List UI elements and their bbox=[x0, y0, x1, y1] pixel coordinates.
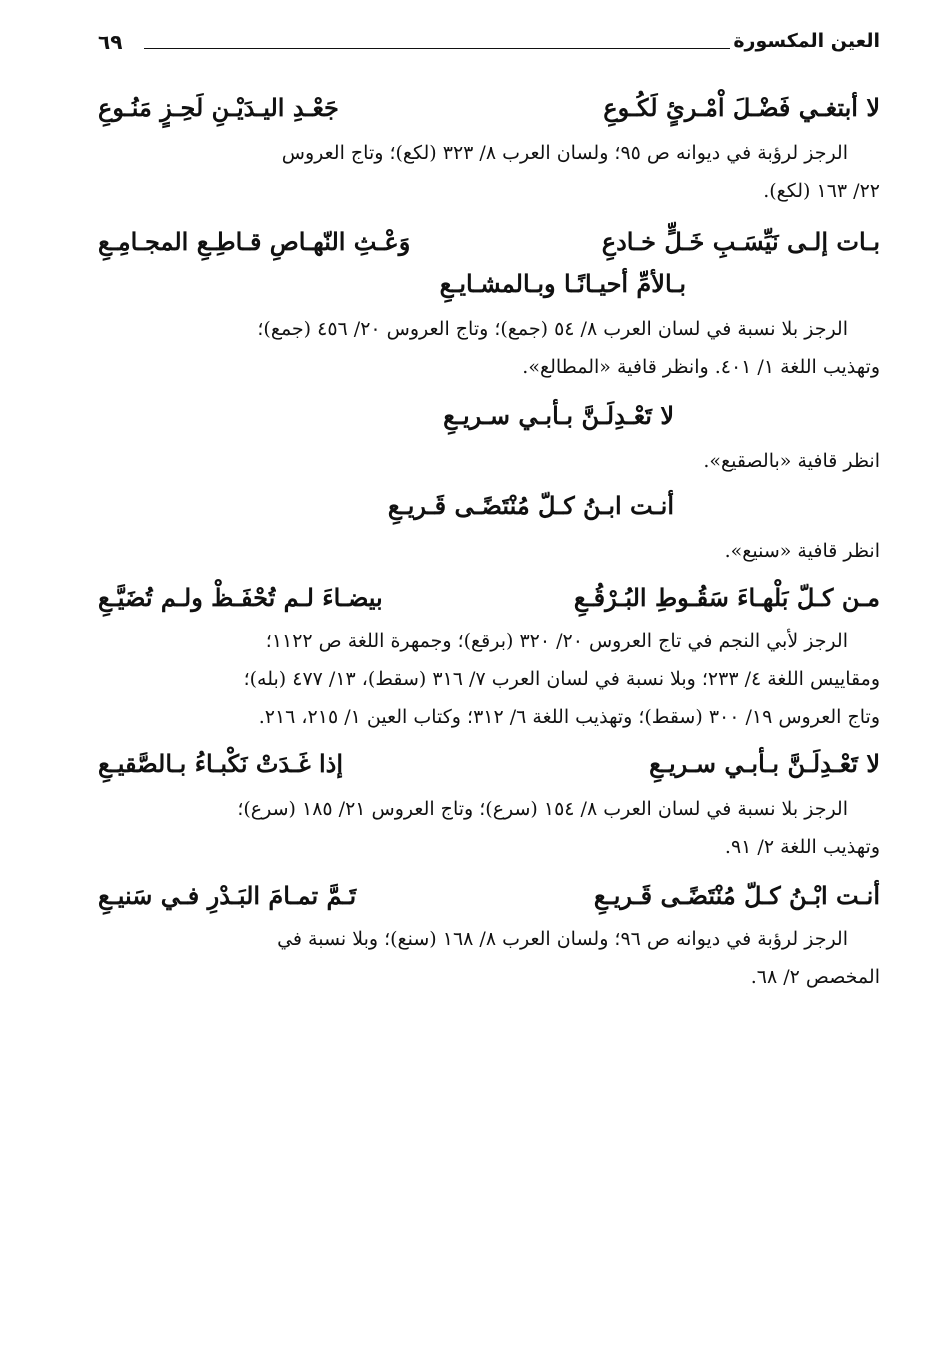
verse-5-first-hemistich: مـن كـلّ بَلْهـاءَ سَقُـوطِ البُـرْقُـعِ bbox=[573, 583, 880, 612]
verse-5-second-hemistich: بيضـاءَ لـم تُحْفَـظْ ولـم تُضَيَّـعِ bbox=[98, 583, 383, 612]
verse-7-first-hemistich: أنـت ابْـنُ كـلّ مُنْتَضًـى قَـريـعِ bbox=[593, 881, 880, 910]
note-5-line-2: ومقاييس اللغة ٤/ ٢٣٣؛ وبلا نسبة في لسان العرب ٧/ ٣١٦ (سقط)، ١٣/ ٤٧٧ (بله)؛ bbox=[243, 668, 880, 690]
verse-6 bbox=[98, 744, 880, 784]
verse-5 bbox=[98, 578, 880, 618]
note-5-line-1: الرجز لأبي النجم في تاج العروس ٢٠/ ٣٢٠ (برقع)؛ وجمهرة اللغة ص ١١٢٢؛ bbox=[265, 630, 848, 652]
verse-6-second-hemistich: إذا غَـدَتْ نَكْبـاءُ بـالصَّقيـعِ bbox=[98, 749, 344, 778]
note-2-line-2: وتهذيب اللغة ١/ ٤٠١. وانظر قافية «المطالع». bbox=[522, 356, 880, 378]
verse-1-first-hemistich: لا أبتغـي فَضْـلَ اْمْـرئٍ لَكُـوعِ bbox=[603, 93, 880, 122]
note-7-line-1: الرجز لرؤبة في ديوانه ص ٩٦؛ ولسان العرب ٨/ ١٦٨ (سنع)؛ وبلا نسبة في bbox=[277, 928, 848, 950]
note-6-line-2: وتهذيب اللغة ٢/ ٩١. bbox=[724, 836, 880, 858]
ref-3: انظر قافية «بالصقيع». bbox=[703, 450, 880, 472]
verse-1 bbox=[98, 88, 880, 128]
verse-4: أنـت ابـنُ كـلّ مُنْتَضًـى قَـريـعِ bbox=[387, 491, 674, 520]
verse-1-second-hemistich: جَعْـدِ اليـدَيْـنِ لَحِـزٍ مَنُـوعِ bbox=[98, 93, 339, 122]
note-2 bbox=[98, 310, 880, 386]
note-6 bbox=[98, 790, 880, 866]
verse-3: لا تَعْـدِلَـنَّ بـأبـي سـريـعِ bbox=[443, 401, 674, 430]
note-5 bbox=[98, 622, 880, 736]
verse-7 bbox=[98, 876, 880, 916]
verse-2 bbox=[98, 222, 880, 262]
note-1 bbox=[98, 134, 880, 210]
running-header bbox=[98, 30, 880, 70]
verse-2-continuation: بـالأمِّ أحيـانًـا وبـالمشـايـعِ bbox=[439, 269, 686, 298]
verse-7-second-hemistich: تَـمَّ تمـامَ البَـدْرِ فـي سَنيـعِ bbox=[98, 881, 357, 910]
note-5-line-3: وتاج العروس ١٩/ ٣٠٠ (سقط)؛ وتهذيب اللغة ٦/ ٣١٢؛ وكتاب العين ١/ ٢١٥، ٢١٦. bbox=[258, 706, 880, 728]
note-1-line-2: ٢٢/ ١٦٣ (لكع). bbox=[763, 180, 880, 202]
header-rule bbox=[144, 48, 730, 49]
verse-2-second-hemistich: وَعْـثِ النّهـاصِ قـاطِـعِ المجـامِـعِ bbox=[98, 227, 411, 256]
note-7 bbox=[98, 920, 880, 996]
note-1-line-1: الرجز لرؤبة في ديوانه ص ٩٥؛ ولسان العرب ٨/ ٣٢٣ (لكع)؛ وتاج العروس bbox=[281, 142, 848, 164]
chapter-title: العين المكسورة bbox=[733, 30, 880, 52]
verse-6-first-hemistich: لا تَعْـدِلَـنَّ بـأبـي سـريـعِ bbox=[649, 749, 880, 778]
page-number: ٦٩ bbox=[98, 30, 123, 54]
note-7-line-2: المخصص ٢/ ٦٨. bbox=[750, 966, 880, 988]
verse-2-first-hemistich: بـات إلـى نَيِّسَـبِ خَـلٍّ خـادعِ bbox=[601, 227, 880, 256]
note-6-line-1: الرجز بلا نسبة في لسان العرب ٨/ ١٥٤ (سرع)؛ وتاج العروس ٢١/ ١٨٥ (سرع)؛ bbox=[237, 798, 848, 820]
note-2-line-1: الرجز بلا نسبة في لسان العرب ٨/ ٥٤ (جمع)؛ وتاج العروس ٢٠/ ٤٥٦ (جمع)؛ bbox=[257, 318, 848, 340]
ref-4: انظر قافية «سنيع». bbox=[724, 540, 880, 562]
